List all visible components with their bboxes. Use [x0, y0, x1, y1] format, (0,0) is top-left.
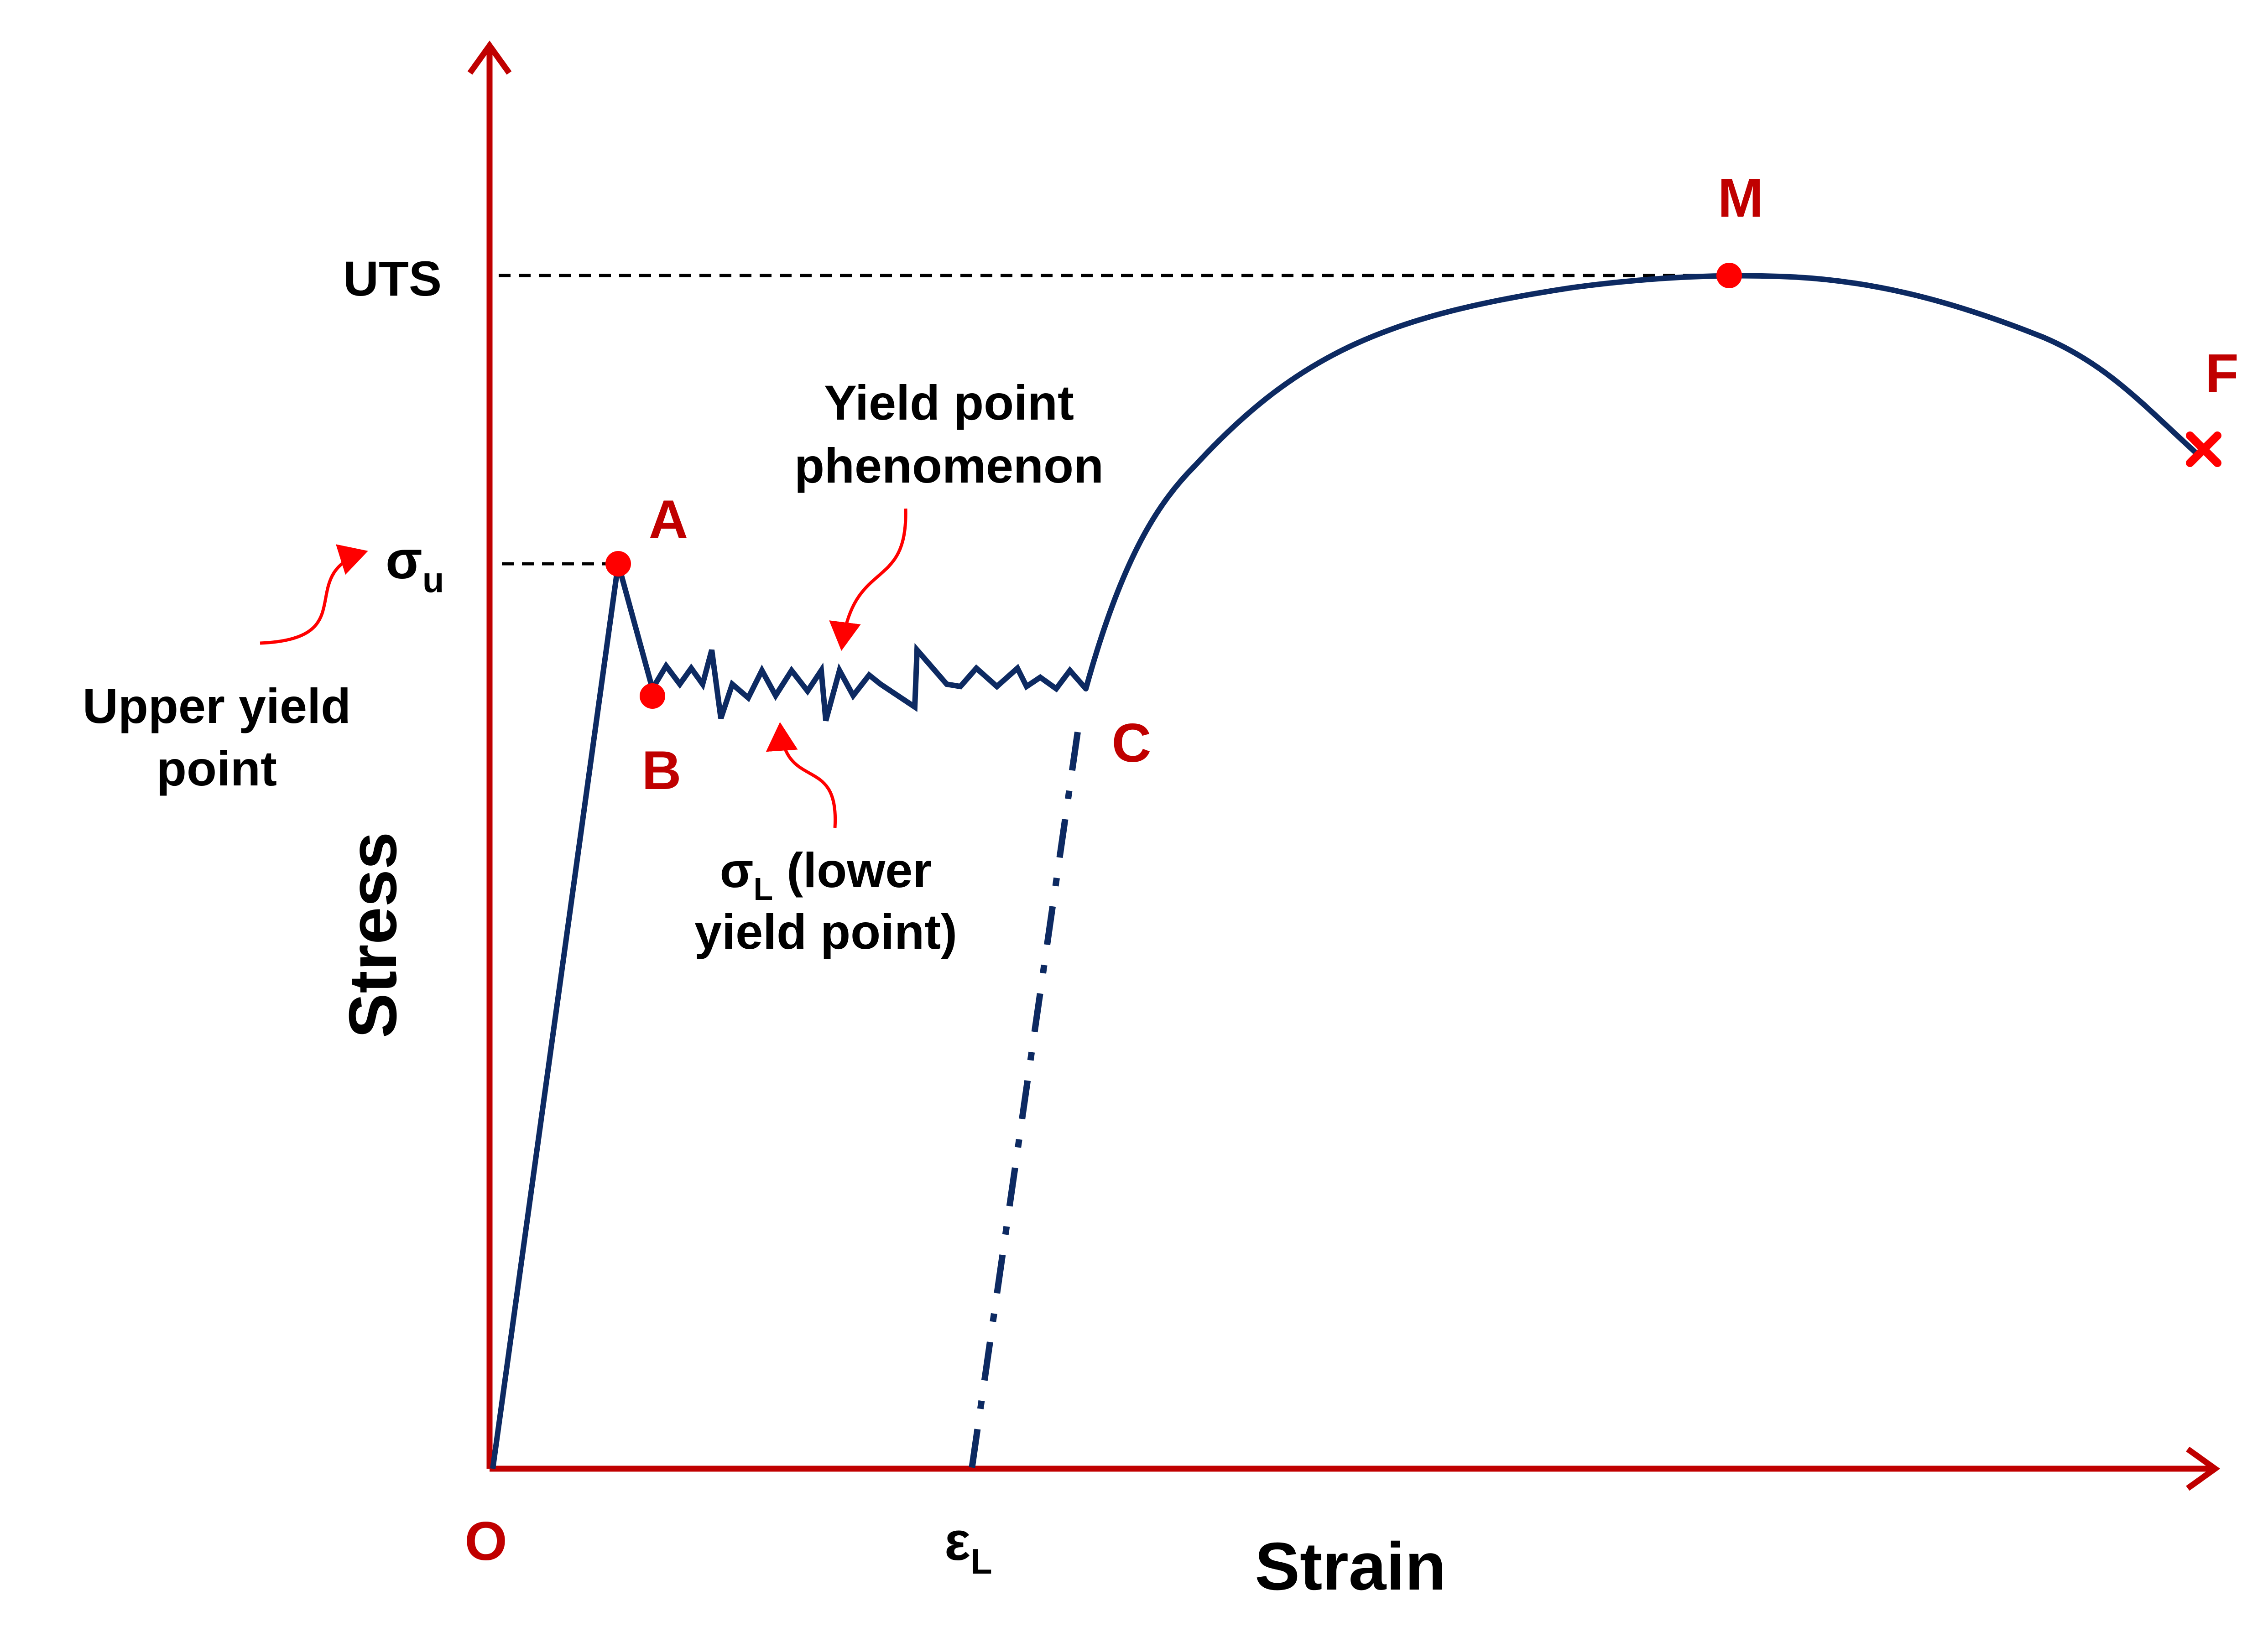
uts-label: UTS [343, 251, 442, 306]
lower-yield-annotation-line2: yield point) [694, 904, 957, 959]
strain-hardening-curve [1086, 276, 2195, 689]
point-f-label: F [2205, 343, 2239, 404]
yield-phenomenon-line2: phenomenon [794, 438, 1104, 493]
yield-phenomenon-line1: Yield point [824, 375, 1074, 430]
lower-yield-arrow [780, 725, 835, 828]
point-a-marker [605, 551, 631, 577]
point-a-label: A [648, 489, 688, 550]
lower-yield-annotation-line1: $\sigma_L$ (lower [720, 842, 932, 907]
upper-yield-arrow [260, 552, 365, 643]
strain-epsilon-label: $\varepsilon_L$ [944, 1511, 992, 1581]
point-b-marker [640, 683, 665, 709]
upper-yield-annotation-line1: Upper yield [82, 678, 351, 733]
point-c-label: C [1111, 712, 1152, 774]
elastic-region-line [493, 564, 652, 1469]
point-m-label: M [1718, 167, 1763, 229]
y-axis-label: Stress [335, 831, 411, 1039]
point-m-marker [1716, 263, 1742, 288]
yield-phenomenon-arrow [842, 509, 906, 648]
origin-label: O [464, 1511, 507, 1572]
yield-plateau-zigzag [652, 650, 1086, 721]
sigma-u-label: $\sigma_u$ [386, 530, 444, 600]
upper-yield-annotation-line2: point [156, 741, 277, 796]
axes [470, 46, 2215, 1488]
unloading-line [972, 732, 1078, 1469]
point-b-label: B [641, 740, 682, 801]
x-axis-label: Strain [1255, 1529, 1446, 1604]
